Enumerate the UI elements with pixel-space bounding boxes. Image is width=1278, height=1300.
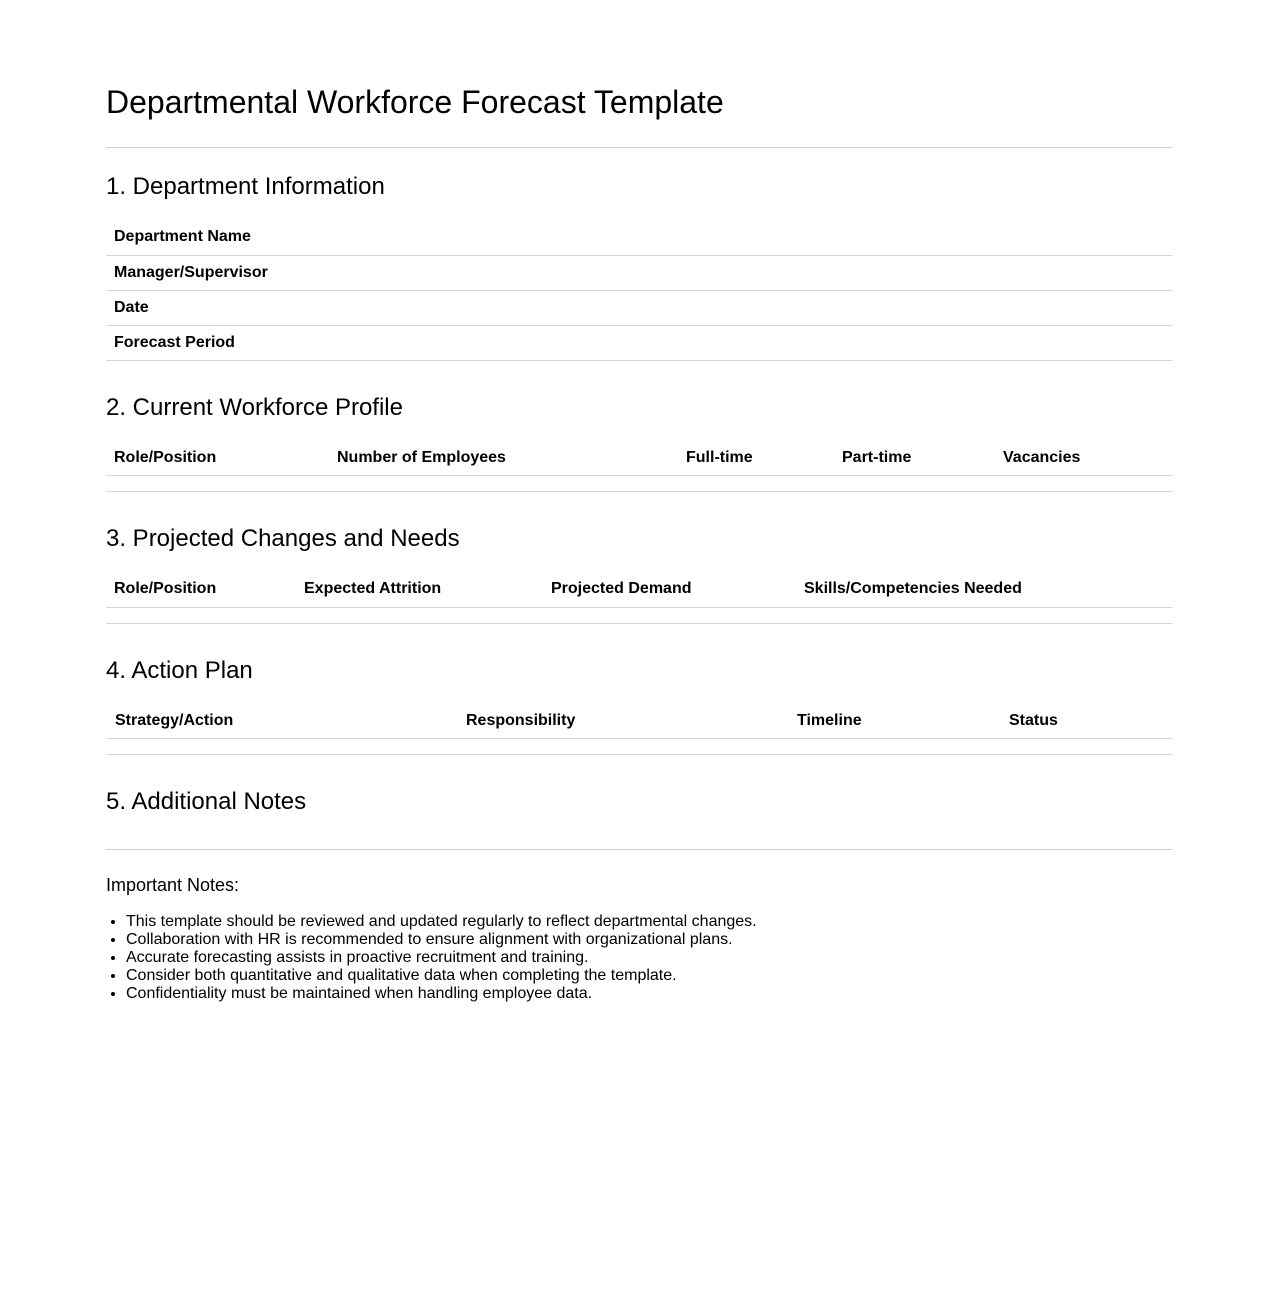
column-header-responsibility: Responsibility	[466, 711, 576, 729]
page-title: Departmental Workforce Forecast Template	[106, 84, 724, 120]
section-heading-current-profile: 2. Current Workforce Profile	[106, 393, 403, 421]
list-item: • Collaboration with HR is recommended to ensure alignment with organizational plans.	[126, 931, 1172, 949]
column-header-role: Role/Position	[114, 448, 217, 466]
table-cell[interactable]	[678, 476, 834, 492]
field-label-manager: Manager/Supervisor	[114, 263, 268, 281]
table-cell[interactable]	[789, 739, 1001, 755]
field-label-date: Date	[114, 298, 149, 316]
field-value-date[interactable]	[1080, 290, 1172, 325]
section-heading-projected-changes: 3. Projected Changes and Needs	[106, 525, 460, 552]
table-cell[interactable]	[458, 739, 789, 755]
department-info-table	[106, 220, 1172, 361]
table-row	[106, 325, 1172, 360]
field-value-manager[interactable]	[1080, 255, 1172, 290]
current-profile-table	[106, 441, 1172, 493]
section-heading-additional-notes: 5. Additional Notes	[106, 788, 307, 815]
projected-changes-table	[106, 572, 1172, 624]
column-header-number-of-employees: Number of Employees	[337, 448, 506, 466]
title-divider	[106, 147, 1172, 148]
column-header-strategy: Strategy/Action	[115, 711, 234, 729]
column-header-expected-attrition: Expected Attrition	[304, 580, 442, 598]
column-header-vacancies: Vacancies	[1003, 448, 1081, 466]
action-plan-table	[106, 704, 1172, 756]
notes-divider	[106, 849, 1172, 850]
column-header-status: Status	[1009, 711, 1058, 729]
column-header-skills-needed: Skills/Competencies Needed	[804, 580, 1022, 598]
table-cell[interactable]	[296, 607, 543, 623]
table-row	[106, 290, 1172, 325]
list-item: • Consider both quantitative and qualitative data when completing the template.	[126, 967, 1172, 985]
field-value-department-name[interactable]	[1080, 220, 1172, 255]
column-header-timeline: Timeline	[797, 711, 862, 729]
table-cell[interactable]	[106, 739, 458, 755]
table-row	[106, 255, 1172, 290]
field-label-department-name: Department Name	[114, 228, 251, 246]
list-item: • This template should be reviewed and updated regularly to reflect departmental changes.	[126, 913, 1172, 931]
column-header-role: Role/Position	[114, 580, 217, 598]
important-notes-heading: Important Notes:	[106, 875, 240, 895]
list-item: • Accurate forecasting assists in proactive recruitment and training.	[126, 949, 1172, 967]
column-header-projected-demand: Projected Demand	[551, 580, 692, 598]
important-notes-list	[106, 913, 1172, 1003]
table-cell[interactable]	[543, 607, 796, 623]
list-item: • Confidentiality must be maintained when handling employee data.	[126, 985, 1172, 1003]
section-heading-department-info: 1. Department Information	[106, 173, 385, 200]
table-cell[interactable]	[106, 607, 296, 623]
column-header-part-time: Part-time	[842, 448, 912, 466]
table-row	[106, 476, 1172, 492]
table-cell[interactable]	[796, 607, 1172, 623]
table-header-row	[106, 704, 1172, 739]
table-row	[106, 607, 1172, 623]
field-value-forecast-period[interactable]	[1080, 325, 1172, 360]
document-page	[106, 0, 1172, 1003]
column-header-full-time: Full-time	[686, 448, 753, 466]
field-label-forecast-period: Forecast Period	[114, 333, 235, 351]
table-cell[interactable]	[106, 476, 329, 492]
table-cell[interactable]	[834, 476, 995, 492]
table-header-row	[106, 572, 1172, 607]
table-cell[interactable]	[1001, 739, 1172, 755]
table-row	[106, 739, 1172, 755]
table-header-row	[106, 441, 1172, 476]
table-cell[interactable]	[995, 476, 1172, 492]
section-heading-action-plan: 4. Action Plan	[106, 656, 253, 684]
table-cell[interactable]	[329, 476, 678, 492]
table-row	[106, 220, 1172, 255]
